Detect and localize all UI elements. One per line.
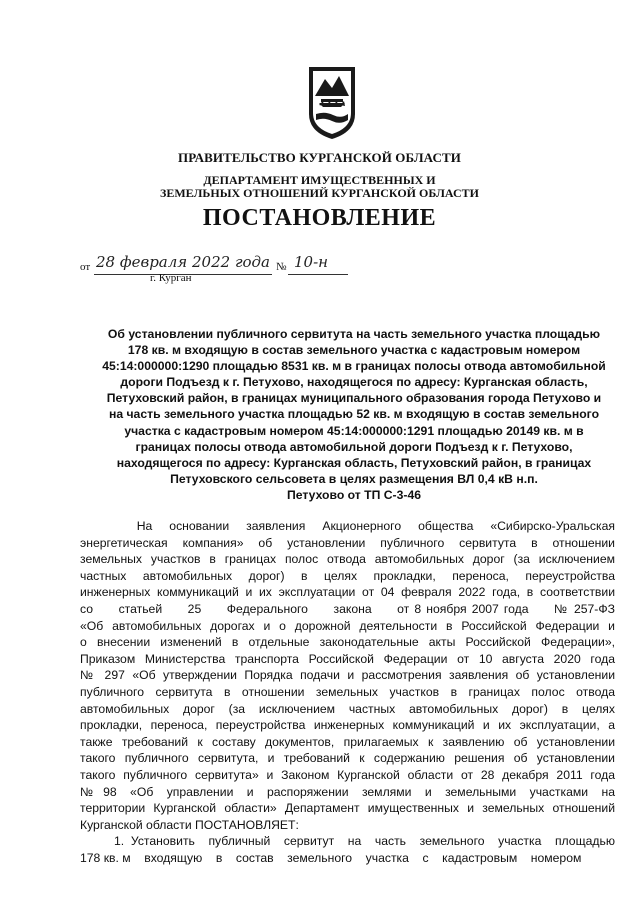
body-line: территории Курганской области» Департамент имущественных и земельных отношений [80, 801, 615, 816]
body-line: публичного сервитута в отношении земельных участков в границах полос отвода [80, 684, 615, 699]
body-line: На основании заявления Акционерного общества «Сибирско-Уральская [80, 519, 615, 533]
subject-line: Петуховский район, в границах муниципального образования города Петухово и [106, 391, 602, 406]
handwritten-date: 28 февраля 2022 года [96, 253, 271, 271]
handwritten-number: 10-н [294, 253, 329, 271]
government-name: ПРАВИТЕЛЬСТВО КУРГАНСКОЙ ОБЛАСТИ [178, 150, 461, 165]
body-line: № 297 «Об утверждении Порядка подачи и рассмотрения заявления об установлении [80, 668, 615, 683]
subject-line: 178 кв. м входящую в состав земельного участка с кадастровым номером [127, 343, 581, 358]
number-prefix: № [276, 261, 287, 273]
number-underline [288, 274, 348, 275]
body-line: такого публичного сервитута» и Законом Курганской области от 28 декабря 2011 года [80, 767, 615, 782]
subject-line: границах полосы отвода автомобильной дороги Подъезд к г. Петухово, [135, 439, 573, 454]
department-name-line-2: ЗЕМЕЛЬНЫХ ОТНОШЕНИЙ КУРГАНСКОЙ ОБЛАСТИ [159, 186, 479, 200]
body-line: Курганской области ПОСТАНОВЛЯЕТ: [80, 817, 299, 832]
subject-line: Петухово от ТП С-3-46 [287, 487, 421, 502]
body-line: такого публичного сервитута, и требований к содержанию решения об установлении [80, 751, 615, 766]
body-line: Приказом Министерства транспорта Российской Федерации от 10 августа 2020 года [80, 651, 615, 666]
body-line: «Об автомобильных дорогах и о дорожной деятельности в Российской Федерации и [80, 618, 615, 633]
coat-of-arms-icon [307, 66, 357, 140]
body-line: земельных участков в границах полос отвода автомобильных дорог (за исключением [80, 552, 615, 567]
body-line: со статьей 25 Федерального закона от 8 ноября 2007 года № 257-ФЗ [80, 601, 615, 616]
document-date-number [80, 253, 380, 275]
body-line: 1. Установить публичный сервитут на часть земельного участка площадью [80, 834, 615, 849]
department-name-line-1: ДЕПАРТАМЕНТ ИМУЩЕСТВЕННЫХ И [203, 173, 436, 187]
body-line: частных автомобильных дорог) в целях прокладки, переноса, переустройства [80, 568, 615, 583]
document-body [80, 518, 615, 866]
body-line: инженерных коммуникаций и их эксплуатации от 04 февраля 2022 года, в соответствии [80, 585, 615, 600]
document-subject [80, 326, 628, 503]
subject-line: участка с кадастровым номером 45:14:000000:1291 площадью 20149 кв. м в [124, 423, 584, 438]
body-line: энергетическая компания» об установлении публичного сервитута в отношении [80, 535, 615, 550]
date-prefix: от [80, 261, 91, 273]
body-line: прокладки, переноса, переустройства инженерных коммуникаций и их эксплуатации, а [80, 718, 615, 733]
body-line: автомобильных дорог (за исключением частных автомобильных дорог) в целях [80, 701, 615, 716]
subject-line: Петуховского сельсовета в целях размещения ВЛ 0,4 кВ н.п. [170, 471, 538, 486]
body-line: о внесении изменений в отдельные законодательные акты Российской Федерации», [80, 635, 615, 650]
subject-line: Об установлении публичного сервитута на часть земельного участка площадью [107, 327, 601, 341]
subject-line: на часть земельного участка площадью 52 кв. м входящую в состав земельного [108, 407, 600, 422]
subject-line: 45:14:000000:1290 площадью 8531 кв. м в границах полосы отвода автомобильной [102, 359, 606, 374]
document-title: ПОСТАНОВЛЕНИЕ [202, 205, 437, 231]
city-name: г. Курган [150, 272, 192, 284]
subject-line: дороги Подъезд к г. Петухово, находящегося по адресу: Курганская область, [120, 375, 588, 390]
subject-line: находящегося по адресу: Курганская область, Петуховский район, в границах [116, 455, 592, 470]
body-line: 178 кв. м входящую в состав земельного участка с кадастровым номером [80, 850, 582, 865]
body-line: также требований к составу документов, прилагаемых к заявлению об установлении [80, 734, 615, 749]
body-line: № 98 «Об управлении и распоряжении землями и земельными участками на [80, 784, 615, 799]
